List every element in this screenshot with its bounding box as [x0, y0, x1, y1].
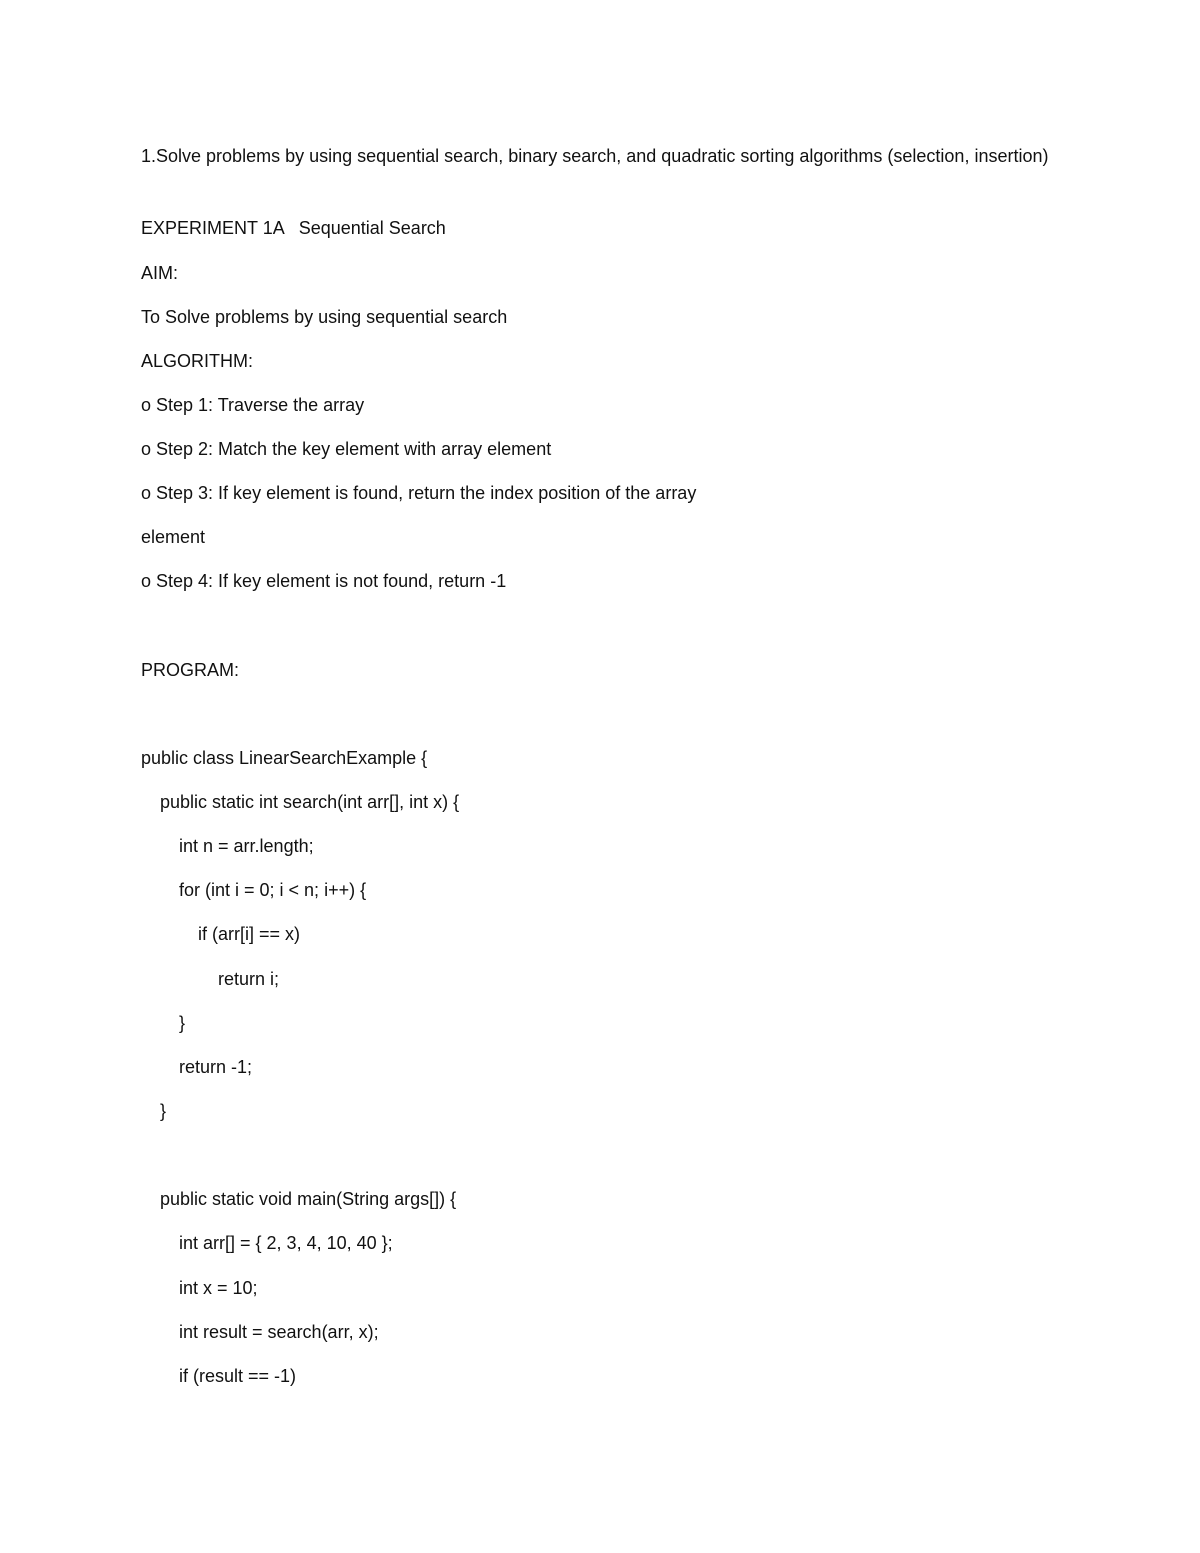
code-line: for (int i = 0; i < n; i++) { [179, 880, 367, 900]
code-line: public static void main(String args[]) { [160, 1189, 457, 1209]
code-line: public class LinearSearchExample { [141, 748, 428, 768]
aim-text: To Solve problems by using sequential search [141, 307, 508, 327]
code-line: } [179, 1013, 186, 1033]
aim-label: AIM: [141, 263, 179, 283]
code-line: if (arr[i] == x) [198, 924, 301, 944]
algorithm-step: o Step 3: If key element is found, return the index position of the array [141, 483, 697, 503]
algorithm-step-continuation: element [141, 527, 206, 547]
program-label: PROGRAM: [141, 660, 240, 680]
algorithm-step: o Step 4: If key element is not found, return -1 [141, 571, 507, 591]
algorithm-label: ALGORITHM: [141, 351, 254, 371]
code-line: } [160, 1101, 167, 1121]
code-line: int result = search(arr, x); [179, 1322, 379, 1342]
code-line: return i; [218, 969, 280, 989]
code-line: int x = 10; [179, 1278, 258, 1298]
experiment-title: EXPERIMENT 1A Sequential Search [141, 218, 446, 238]
algorithm-step: o Step 1: Traverse the array [141, 395, 365, 415]
code-line: int n = arr.length; [179, 836, 314, 856]
code-line: int arr[] = { 2, 3, 4, 10, 40 }; [179, 1233, 393, 1253]
code-line: return -1; [179, 1057, 253, 1077]
code-line: public static int search(int arr[], int x) { [160, 792, 460, 812]
document-heading: 1.Solve problems by using sequential search, binary search, and quadratic sorting algorithms (selection, insertion) [141, 146, 1049, 166]
code-line: if (result == -1) [179, 1366, 297, 1386]
algorithm-step: o Step 2: Match the key element with array element [141, 439, 552, 459]
